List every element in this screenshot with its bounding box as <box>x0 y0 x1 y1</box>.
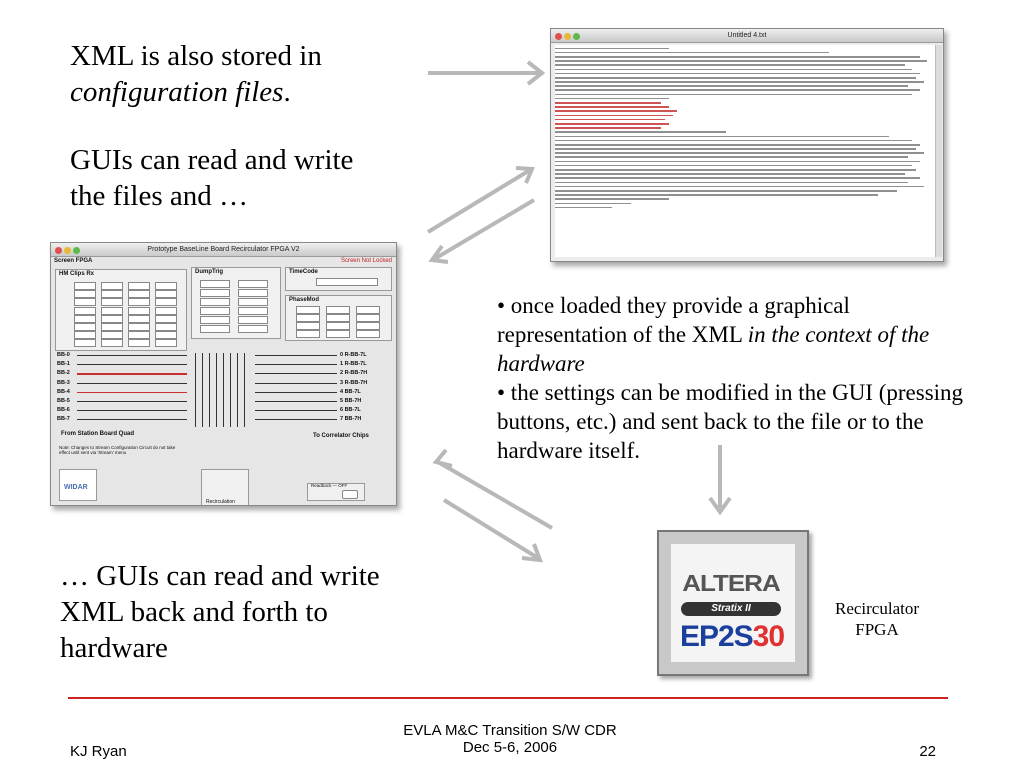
xml-text-line <box>555 94 912 96</box>
left-caption: From Station Board Quad <box>61 431 135 437</box>
routing-input-wire <box>77 410 187 411</box>
phase-mod-label: PhaseMod <box>289 297 320 303</box>
routing-input-wire <box>77 392 187 394</box>
arrow-gui-xml-lower <box>436 200 534 258</box>
xml-text-line <box>555 198 669 200</box>
routing-output-wire <box>255 364 337 365</box>
gui-field[interactable] <box>74 315 96 323</box>
gui-field[interactable] <box>296 322 320 330</box>
phase-mod-panel <box>285 295 392 341</box>
gui-field[interactable] <box>101 307 123 315</box>
gui-field[interactable] <box>101 282 123 290</box>
gui-window-title: Prototype BaseLine Board Recirculator FPGA V2 <box>147 246 300 253</box>
recirculator-gui-window <box>50 242 397 506</box>
xml-text-line <box>555 203 631 205</box>
gui-field[interactable] <box>155 339 177 347</box>
chip-part-suffix: 30 <box>752 620 785 653</box>
zoom-dot-icon <box>573 33 580 40</box>
routing-output-wire <box>255 419 337 420</box>
xml-text-line <box>555 110 677 112</box>
xml-text-line <box>555 115 673 117</box>
time-code-panel <box>285 267 392 291</box>
window-controls <box>555 32 582 45</box>
gui-field[interactable] <box>74 298 96 306</box>
routing-input-label: BB-3 <box>57 379 70 386</box>
gui-field[interactable] <box>326 322 350 330</box>
gui-field[interactable] <box>200 316 230 324</box>
xml-text-line <box>555 182 908 184</box>
xml-text-line <box>555 152 924 154</box>
routing-output-wire <box>255 410 337 411</box>
dump-trig-label: DumpTrig <box>195 269 223 275</box>
bullet-list <box>497 291 972 465</box>
routing-crossbar-wire <box>195 353 196 427</box>
recirculation-label: Recirculation <box>206 499 235 505</box>
config-files-plain: XML is also stored in <box>70 40 322 72</box>
xml-text-line <box>555 85 908 87</box>
arrow-gui-xml <box>428 168 534 262</box>
minimize-dot-icon <box>564 33 571 40</box>
xml-text-line <box>555 186 924 188</box>
gui-field[interactable] <box>238 307 268 315</box>
arrow-gui-xml-upper <box>428 170 530 232</box>
routing-input-label: BB-0 <box>57 352 70 358</box>
chip-part <box>671 620 793 654</box>
routing-input-wire <box>77 364 187 365</box>
gui-field[interactable] <box>155 298 177 306</box>
gui-field[interactable] <box>128 323 150 331</box>
gui-field[interactable] <box>74 323 96 331</box>
xml-text-line <box>555 169 916 171</box>
arrow-gui-chip-upper-head <box>436 450 452 466</box>
routing-output-label: 0 R-BB-7L <box>340 352 367 358</box>
gui-field[interactable] <box>74 339 96 347</box>
config-files-period: . <box>283 76 291 108</box>
footer-date: Dec 5-6, 2006 <box>462 739 558 756</box>
gui-content <box>51 257 396 505</box>
xml-file-window <box>550 28 944 262</box>
gui-field[interactable] <box>200 289 230 297</box>
routing-output-label: 3 R-BB-7H <box>340 379 368 386</box>
gui-zoom-dot-icon <box>73 247 80 254</box>
gui-field[interactable] <box>74 307 96 315</box>
gui-field[interactable] <box>128 315 150 323</box>
gui-field[interactable] <box>296 330 320 338</box>
gui-field[interactable] <box>155 331 177 339</box>
footer-center <box>360 722 660 756</box>
gui-field[interactable] <box>326 330 350 338</box>
chip-caption-line1: Recirculator <box>834 599 919 618</box>
routing-crossbar-wire <box>244 353 245 427</box>
arrow-gui-chip <box>436 450 552 560</box>
gui-field[interactable] <box>128 331 150 339</box>
gui-field[interactable] <box>128 307 150 315</box>
config-note: Note: Changes to Stream Configuration Circuit do not take effect until sent via 'Stream' menu <box>59 445 176 455</box>
gui-field[interactable] <box>155 315 177 323</box>
routing-output-label: 7 BB-7H <box>340 416 362 423</box>
time-code-field[interactable] <box>316 278 378 286</box>
footer-rule <box>68 697 948 699</box>
gui-menu: Screen FPGA <box>54 258 93 264</box>
hardware-text <box>60 558 450 666</box>
gui-field[interactable] <box>155 290 177 298</box>
gui-field[interactable] <box>200 325 230 333</box>
xml-text-line <box>555 64 905 66</box>
widar-logo <box>59 469 97 501</box>
xml-text-line <box>555 48 669 50</box>
routing-input-label: BB-2 <box>57 370 70 377</box>
hardware-text-line3: hardware <box>60 632 168 664</box>
hardware-text-line2: XML back and forth to <box>60 596 328 628</box>
gui-field[interactable] <box>356 330 380 338</box>
routing-output-wire <box>255 401 337 402</box>
gui-field[interactable] <box>128 339 150 347</box>
xml-text-line <box>555 127 661 129</box>
routing-input-label: BB-4 <box>57 388 70 395</box>
xml-text-line <box>555 123 669 125</box>
gui-field[interactable] <box>238 325 268 333</box>
bullet-graphical <box>497 291 972 378</box>
gui-lock-status: Screen Not Locked <box>340 258 392 264</box>
chip-face <box>671 544 795 662</box>
gui-field[interactable] <box>296 306 320 314</box>
footer-author: KJ Ryan <box>70 743 127 760</box>
footer-event: EVLA M&C Transition S/W CDR <box>403 722 617 739</box>
xml-text-line <box>555 148 916 150</box>
routing-input-label: BB-6 <box>57 407 70 414</box>
gui-field[interactable] <box>101 290 123 298</box>
gui-field[interactable] <box>74 331 96 339</box>
xml-text-line <box>555 106 669 108</box>
routing-crossbar-wire <box>230 353 231 427</box>
dump-trig-panel <box>191 267 281 339</box>
gui-field[interactable] <box>200 307 230 315</box>
routing-output-label: 6 BB-7L <box>340 407 361 414</box>
xml-text-line <box>555 98 669 100</box>
routing-crossbar-wire <box>209 353 210 427</box>
gui-field[interactable] <box>200 280 230 288</box>
xml-text-line <box>555 194 878 196</box>
xml-text-line <box>555 161 920 163</box>
routing-input-wire <box>77 355 187 356</box>
xml-text-line <box>555 140 912 142</box>
gui-window-titlebar <box>51 243 396 257</box>
gui-field[interactable] <box>356 314 380 322</box>
right-caption: To Correlator Chips <box>313 433 369 439</box>
xml-text-line <box>555 119 665 121</box>
recirculation-panel <box>201 469 249 506</box>
routing-output-wire <box>255 392 337 393</box>
chip-caption-line2: FPGA <box>855 620 899 639</box>
routing-crossbar-wire <box>223 353 224 427</box>
gui-field[interactable] <box>74 290 96 298</box>
xml-scrollbar <box>935 45 942 257</box>
bullet-graphical-italic: in the context of the hardware <box>497 322 930 376</box>
routing-input-label: BB-5 <box>57 398 70 404</box>
gui-field[interactable] <box>101 298 123 306</box>
xml-text-line <box>555 89 920 91</box>
routing-input-wire <box>77 419 187 420</box>
routing-crossbar-wire <box>202 353 203 427</box>
gui-field[interactable] <box>238 289 268 297</box>
gui-field[interactable] <box>74 282 96 290</box>
xml-text-line <box>555 207 612 209</box>
routing-output-label: 2 R-BB-7H <box>340 370 368 377</box>
routing-crossbar-wire <box>216 353 217 427</box>
xml-text-line <box>555 131 726 133</box>
xml-text-line <box>555 173 905 175</box>
arrow-gui-chip-upper <box>438 462 552 528</box>
xml-text-line <box>555 165 912 167</box>
readback-panel <box>307 483 365 501</box>
routing-input-wire <box>77 373 187 375</box>
readback-go-button[interactable] <box>342 490 358 499</box>
arrow-to-xml-file <box>428 62 542 84</box>
readback-label: Readback — OFF <box>311 483 348 488</box>
gui-field[interactable] <box>200 298 230 306</box>
close-dot-icon <box>555 33 562 40</box>
chip-part-prefix: EP2S <box>679 620 753 653</box>
time-code-label: TimeCode <box>289 269 318 275</box>
routing-output-wire <box>255 383 337 384</box>
bullet-graphical-plain: • once loaded they provide a graphical representation of the XML <box>497 293 850 347</box>
gui-read-write-line1: GUIs can read and write <box>70 144 354 176</box>
chip-family: Stratix II <box>681 602 781 616</box>
gui-minimize-dot-icon <box>64 247 71 254</box>
routing-output-label: 1 R-BB-7L <box>340 361 367 368</box>
gui-field[interactable] <box>101 331 123 339</box>
xml-text-area <box>555 45 935 257</box>
routing-input-wire <box>77 401 187 402</box>
xml-text-line <box>555 69 912 71</box>
gui-field[interactable] <box>356 306 380 314</box>
routing-input-wire <box>77 383 187 384</box>
chip-brand: ALTERA <box>682 569 780 597</box>
gui-field[interactable] <box>128 298 150 306</box>
xml-text-line <box>555 56 920 58</box>
gui-field[interactable] <box>238 316 268 324</box>
gui-field[interactable] <box>238 298 268 306</box>
fpga-chip-image <box>657 530 809 676</box>
gui-field[interactable] <box>128 282 150 290</box>
chip-caption <box>812 598 942 640</box>
footer-page-number: 22 <box>919 743 936 760</box>
xml-text-line <box>555 52 829 54</box>
xml-text-line <box>555 144 920 146</box>
xml-text-line <box>555 60 927 62</box>
gui-field[interactable] <box>326 314 350 322</box>
routing-input-label: BB-1 <box>57 361 70 368</box>
xml-text-line <box>555 136 889 138</box>
xml-text-line <box>555 177 920 179</box>
routing-output-wire <box>255 373 337 374</box>
xml-text-line <box>555 77 916 79</box>
xml-text-line <box>555 73 920 75</box>
arrow-gui-chip-lower <box>444 500 538 558</box>
gui-field[interactable] <box>238 280 268 288</box>
routing-output-wire <box>255 355 337 356</box>
gui-close-dot-icon <box>55 247 62 254</box>
gui-field[interactable] <box>101 315 123 323</box>
bullet-modify: • the settings can be modified in the GUI (pressing buttons, etc.) and sent back to the file or to the hardware itself. <box>497 380 964 463</box>
gui-field[interactable] <box>155 323 177 331</box>
routing-output-label: 4 BB-7L <box>340 388 361 395</box>
widar-logo-text: WIDAR <box>64 484 88 491</box>
gui-field[interactable] <box>296 314 320 322</box>
gui-field[interactable] <box>155 282 177 290</box>
gui-field[interactable] <box>326 306 350 314</box>
gui-field[interactable] <box>128 290 150 298</box>
hardware-text-line1: … GUIs can read and write <box>60 560 380 592</box>
xml-window-titlebar <box>551 29 943 43</box>
xml-text-line <box>555 156 908 158</box>
xml-text-line <box>555 190 897 192</box>
routing-area <box>55 353 390 429</box>
routing-input-label: BB-7 <box>57 416 70 423</box>
xml-text-line <box>555 81 924 83</box>
xml-window-title: Untitled 4.txt <box>727 32 767 39</box>
gui-field[interactable] <box>155 307 177 315</box>
gui-read-write-line2: the files and … <box>70 180 248 212</box>
xml-text-line <box>555 102 661 104</box>
gui-field[interactable] <box>356 322 380 330</box>
gui-field[interactable] <box>101 323 123 331</box>
config-files-italic: configuration files <box>70 76 284 108</box>
hm-clips-label: HM Clips Rx <box>59 271 95 277</box>
routing-crossbar-wire <box>237 353 238 427</box>
hm-clips-panel <box>55 269 187 351</box>
routing-output-label: 5 BB-7H <box>340 398 362 404</box>
gui-field[interactable] <box>101 339 123 347</box>
